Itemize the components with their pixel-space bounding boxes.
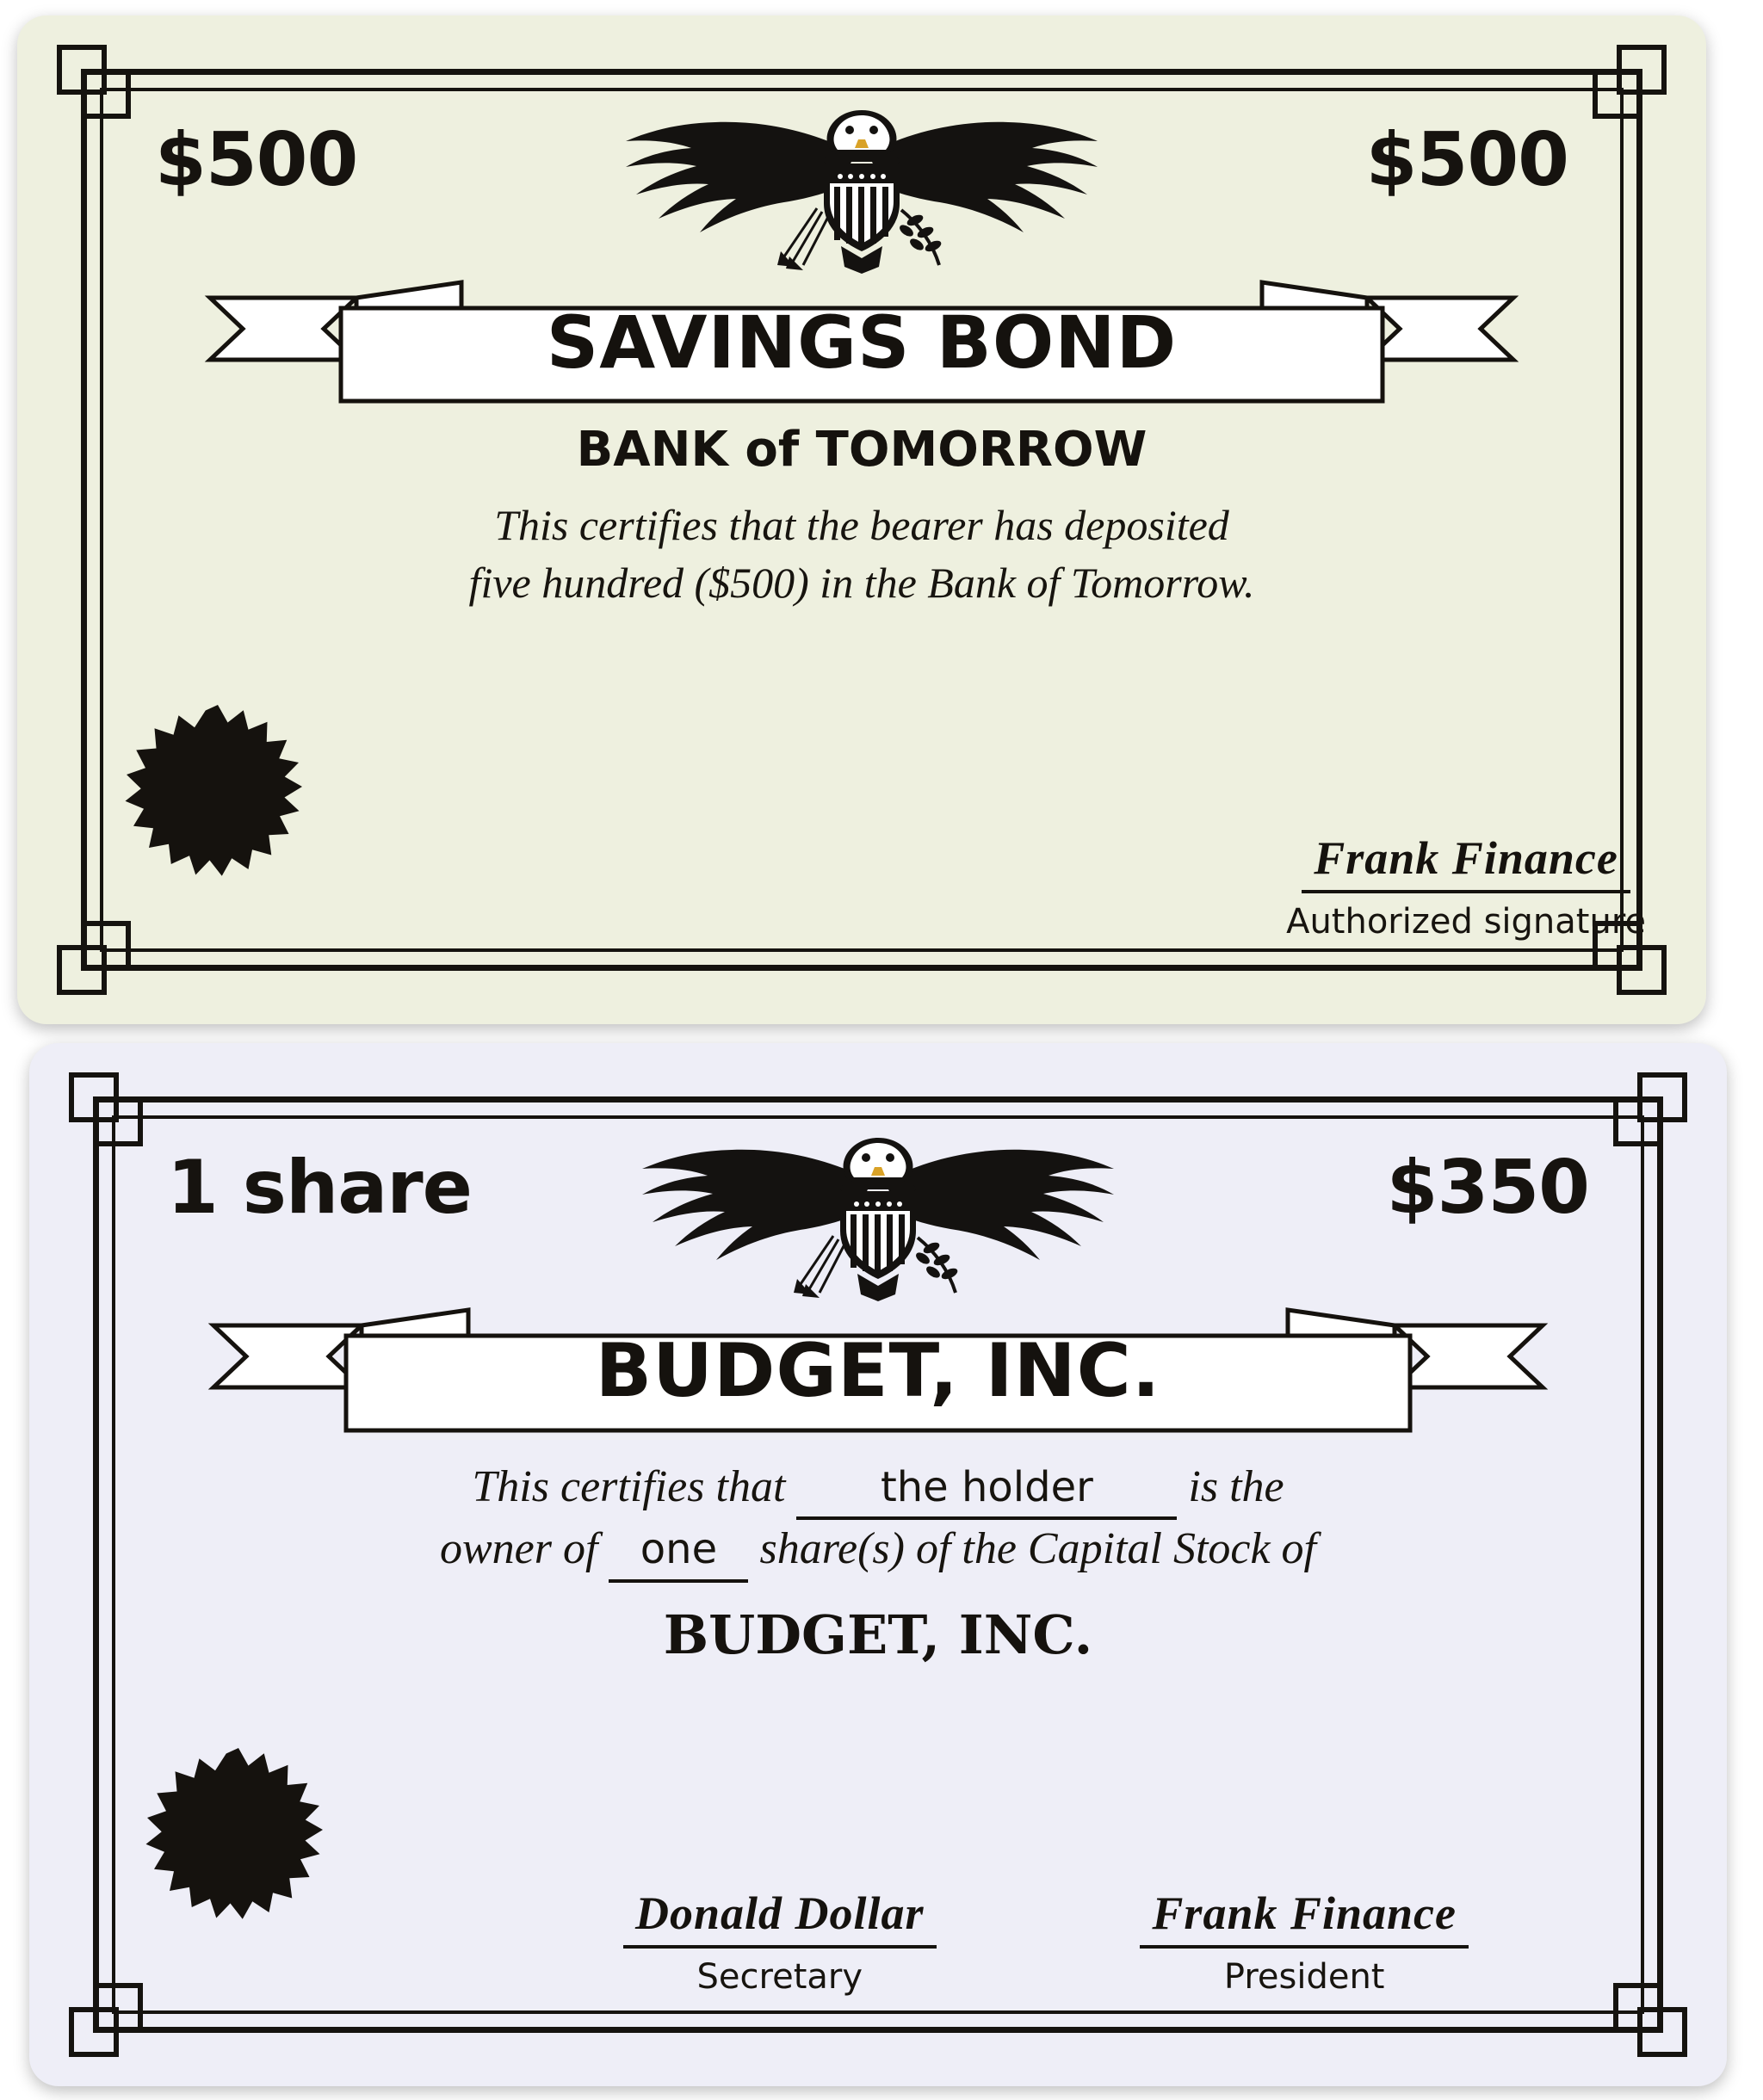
stock-president-signature-name: Frank Finance — [1140, 1887, 1469, 1949]
stock-content — [133, 1133, 1624, 1997]
stock-owner-prefix: owner of — [440, 1524, 598, 1574]
bond-denomination-right: $500 — [1365, 117, 1568, 203]
bond-bank-name: BANK of TOMORROW — [576, 422, 1147, 478]
bond-certify-line-1: This certifies that the bearer has deposited — [494, 501, 1229, 549]
stock-banner — [207, 1306, 1550, 1436]
starburst-seal-icon — [110, 701, 325, 916]
stock-certify-mid: is the — [1188, 1462, 1284, 1511]
stock-corner-ornament-bottom-right-icon — [1613, 1983, 1687, 2057]
savings-bond-certificate[interactable] — [17, 15, 1706, 1024]
bond-denomination-left: $500 — [155, 117, 358, 203]
stock-president-signature-label: President — [1223, 1957, 1385, 1997]
stock-secretary-signature-label: Secretary — [696, 1957, 863, 1997]
bond-certify-text — [121, 497, 1603, 612]
eagle-shield-icon — [578, 102, 1146, 274]
starburst-seal-icon — [131, 1744, 346, 1959]
stock-holder-field[interactable]: the holder — [796, 1461, 1177, 1520]
bond-certify-line-2: five hundred ($500) in the Bank of Tomorrow. — [468, 559, 1255, 607]
bond-banner-text: SAVINGS BOND — [546, 300, 1178, 385]
bond-signature-label: Authorized signature — [1286, 902, 1646, 942]
corner-ornament-top-right-icon — [1593, 45, 1667, 119]
stock-corner-ornament-top-right-icon — [1613, 1072, 1687, 1146]
stock-certify-prefix: This certifies that — [472, 1462, 786, 1511]
stock-certify-line-2 — [133, 1520, 1624, 1582]
stock-banner-text: BUDGET, INC. — [595, 1328, 1161, 1414]
stock-company-name: BUDGET, INC. — [663, 1603, 1093, 1666]
bond-top-row — [121, 105, 1603, 269]
stock-certify-text — [133, 1458, 1624, 1583]
bond-signature-block — [1286, 831, 1646, 942]
stock-top-row — [133, 1133, 1624, 1296]
stock-president-signature-block — [1140, 1887, 1469, 1997]
stock-owner-suffix: share(s) of the Capital Stock of — [759, 1524, 1316, 1574]
stock-share-certificate[interactable] — [29, 1043, 1727, 2086]
stock-secretary-signature-name: Donald Dollar — [623, 1887, 937, 1949]
bond-signature-name: Frank Finance — [1302, 831, 1630, 893]
eagle-shield-icon — [594, 1129, 1162, 1301]
stock-shares-field[interactable]: one — [609, 1522, 748, 1582]
stock-certify-line-1 — [133, 1458, 1624, 1520]
bond-content — [121, 105, 1603, 935]
stock-shares-label: 1 share — [167, 1145, 472, 1231]
stock-denomination: $350 — [1386, 1145, 1589, 1231]
stock-secretary-signature-block — [623, 1887, 937, 1997]
bond-banner — [203, 279, 1520, 406]
